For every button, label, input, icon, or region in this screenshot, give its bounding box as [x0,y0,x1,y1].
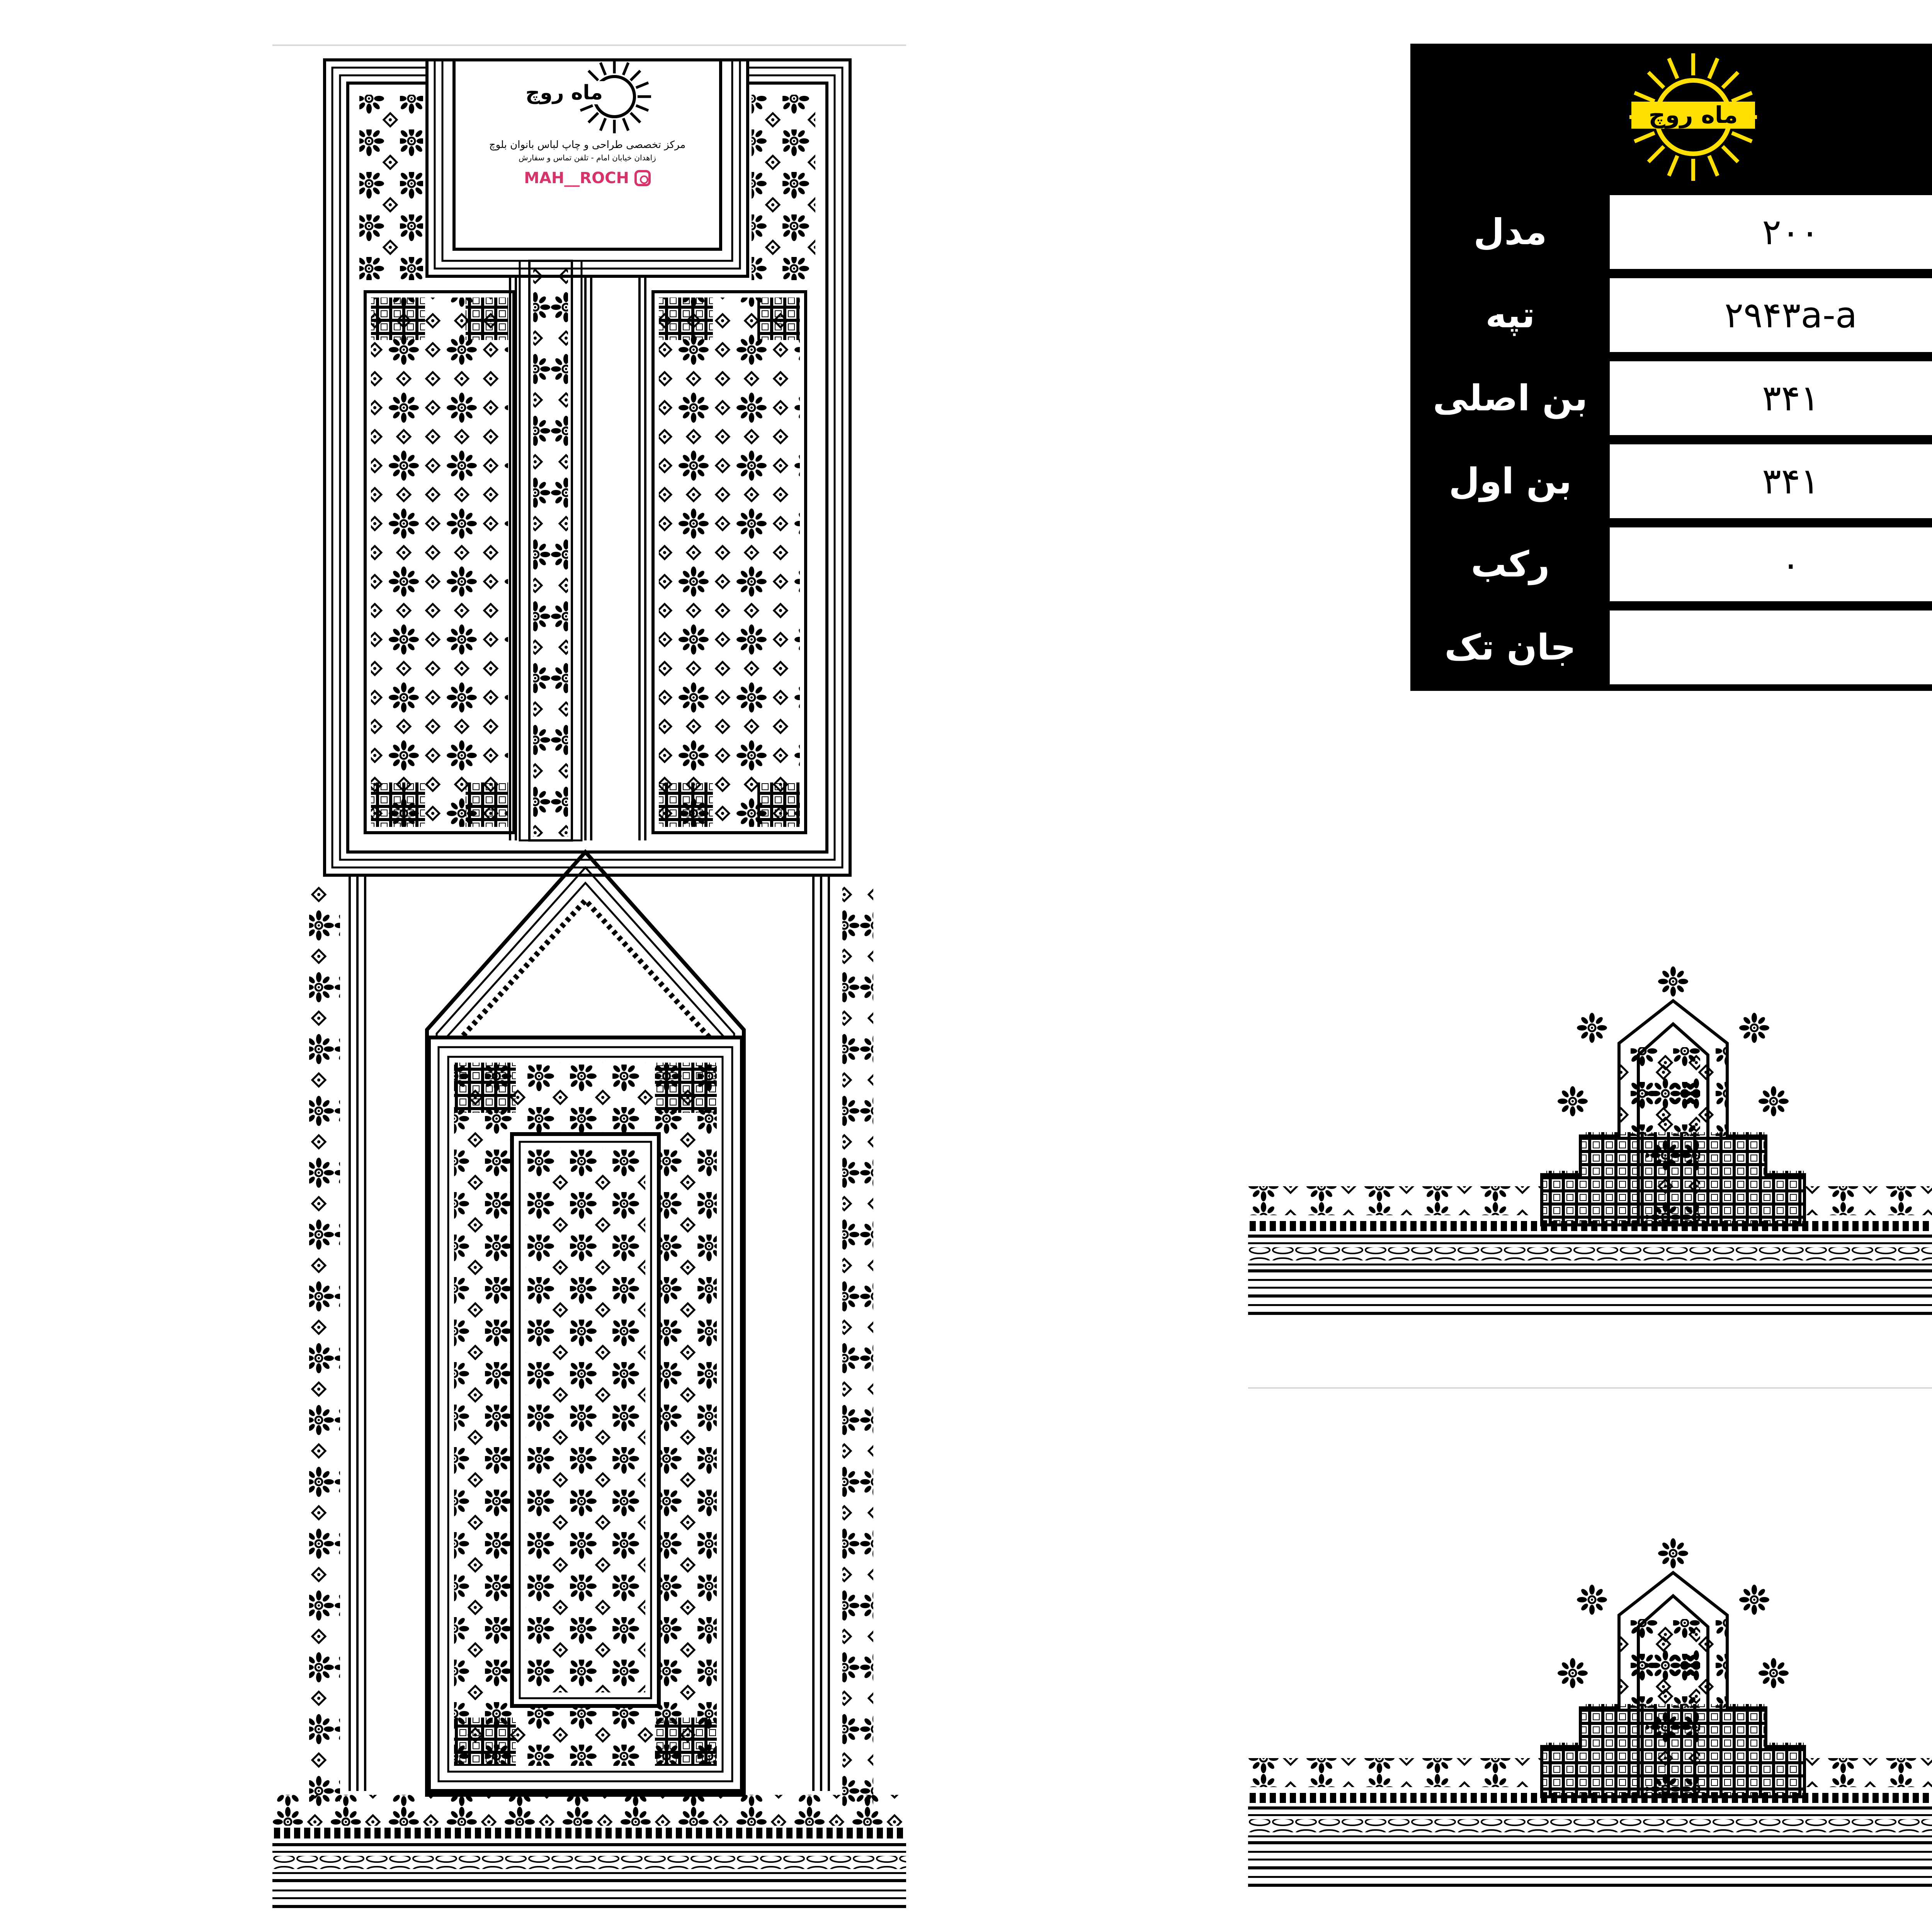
garment-header [456,58,719,220]
spec-label: بن اول [1449,461,1572,502]
garment-logo [456,58,719,135]
spec-row-tape [1410,274,1932,357]
spec-value: ۳۴۱ [1610,444,1932,518]
spec-logo [1410,44,1932,190]
spec-row-rekab [1410,523,1932,606]
spec-label: بن اصلی [1433,378,1588,419]
spec-value [1610,611,1932,684]
garment-caption-2: زاهدان خیابان امام - تلفن تماس و سفارش [519,153,656,162]
sleeve-pattern-top [1248,954,1932,1391]
spec-row-first-base [1410,440,1932,523]
spec-value: ۲۹۴۳a-a [1610,278,1932,352]
instagram-handle-row [456,169,719,187]
spec-logo-text: ماه روچ [1631,102,1755,129]
garment-pattern [272,44,906,1932]
spec-row-jantak [1410,606,1932,689]
spec-label: رکب [1471,544,1550,585]
spec-table [1410,44,1932,691]
spec-row-main-base [1410,357,1932,440]
garment-logo-text: ماه روچ [514,81,614,104]
spec-label: جان تک [1444,627,1576,668]
spec-label: مدل [1473,211,1547,253]
instagram-handle: MAH__ROCH [524,169,629,187]
sleeve-pattern-bottom [1248,1526,1932,1932]
spec-value: ۳۴۱ [1610,361,1932,435]
spec-row-model [1410,190,1932,274]
instagram-icon [634,170,651,186]
spec-label: تپه [1485,294,1535,336]
spec-value: ۲۰۰ [1610,195,1932,269]
garment-caption-1: مرکز تخصصی طراحی و چاپ لباس بانوان بلوچ [489,139,686,151]
spec-value: ۰ [1610,527,1932,601]
